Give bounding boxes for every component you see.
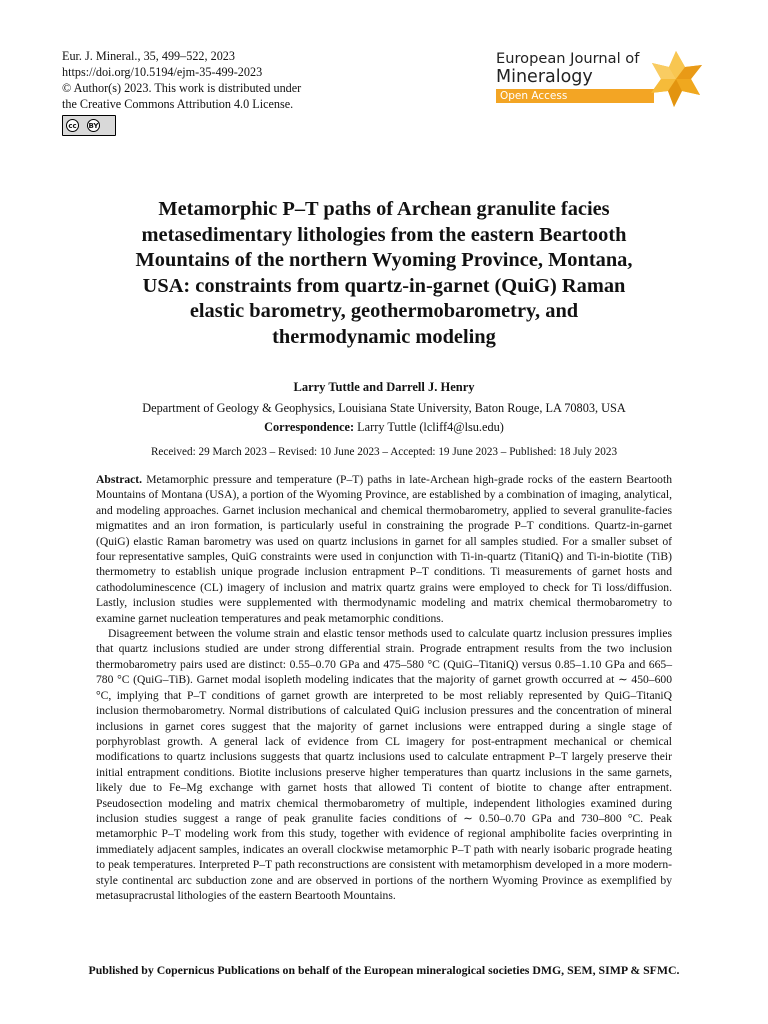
open-access-bar: Open Access xyxy=(496,89,654,103)
attribution-icon: BY xyxy=(87,119,100,132)
title-line: Mountains of the northern Wyoming Province, Montana, xyxy=(135,249,633,272)
correspondence-contact[interactable]: Larry Tuttle (lcliff4@lsu.edu) xyxy=(357,420,504,434)
abstract-paragraph: Disagreement between the volume strain and elastic tensor methods used to calculate quartz inclusion pressures implies that quartz inclusions studied are under strong differential strain. Prograde entrapment results from the two inclusion thermobarometry pairs used are distinct: 0.55–0.70 GPa and 475–580 °C (QuiG–TitaniQ) versus 0.85–1.10 GPa and 665–780 °C (QuiG–TiB). Garnet modal isopleth modeling indicates that the majority of garnet growth occurred at ∼ 450–600 °C, implying that P–T conditions of garnet growth are interpreted to be most reliably represented by QuiG–TitaniQ inclusion thermobarometry. Normal distributions of calculated QuiG inclusion pressures and the concentration of mineral inclusions in garnet cores suggest that the majority of garnet inclusions were entrapped during a single stage of porphyroblast growth. A general lack of evidence from CL imagery for post-entrapment mechanical or chemical modifications to quartz inclusions suggests that quartz inclusions used to calculate entrapment P–T largely preserve their initial entrapment conditions. Biotite inclusions preserve higher temperatures than quartz inclusions in the same garnets, likely due to Fe–Mg exchange with garnet hosts that allowed Ti content of biotite to change after entrapment. Pseudosection modeling and matrix chemical thermobarometry of multiple, independent lithologies examined during inclusion studies suggest a range of peak granulite facies conditions of ∼ 0.50–0.70 GPa and 730–800 °C. Peak metamorphic P–T modeling work from this study, together with evidence of regional amphibolite facies overprinting in immediately adjacent samples, indicates an overall clockwise metamorphic P–T path with nearly isobaric prograde heating to peak temperatures. Interpreted P–T path reconstructions are consistent with metamorphism developed in a more modern-style continental arc subduction zone and are observed in portions of the northern Wyoming Province as exemplified by metasupracrustal lithologies of the eastern Beartooth Mountains. xyxy=(96,627,672,902)
creative-commons-icon: cc xyxy=(66,119,79,132)
license-line: the Creative Commons Attribution 4.0 License. xyxy=(62,97,294,111)
abstract-paragraph xyxy=(96,472,672,626)
abstract xyxy=(96,472,672,903)
journal-citation: Eur. J. Mineral., 35, 499–522, 2023 xyxy=(62,49,235,63)
title-line: metasedimentary lithologies from the eastern Beartooth xyxy=(141,223,627,246)
publication-dates: Received: 29 March 2023 – Revised: 10 June 2023 – Accepted: 19 June 2023 – Published: 18 July 2023 xyxy=(150,446,618,458)
journal-name-line2: Mineralogy xyxy=(496,67,593,87)
abstract-label: Abstract. xyxy=(96,473,143,486)
copyright-line: © Author(s) 2023. This work is distributed under xyxy=(62,81,302,95)
author-list: Larry Tuttle and Darrell J. Henry xyxy=(293,380,475,394)
correspondence xyxy=(0,420,768,435)
title-line: Metamorphic P–T paths of Archean granulite facies xyxy=(158,198,610,220)
citation-block xyxy=(62,48,382,136)
mineral-crystal-logo-icon xyxy=(632,48,710,110)
correspondence-label: Correspondence: xyxy=(264,420,355,434)
publisher-footer: Published by Copernicus Publications on behalf of the European mineralogical societies DMG, SEM, SIMP & SFMC. xyxy=(88,963,680,977)
title-line: thermodynamic modeling xyxy=(272,325,496,348)
journal-name-line1: European Journal of xyxy=(496,50,640,67)
cc-by-license-badge[interactable] xyxy=(62,115,116,136)
title-line: elastic barometry, geothermobarometry, and xyxy=(189,300,579,323)
doi-link[interactable]: https://doi.org/10.5194/ejm-35-499-2023 xyxy=(62,65,263,79)
abstract-text: Metamorphic pressure and temperature (P–T) paths in late-Archean high-grade rocks of the eastern Beartooth Mountains of Montana (USA), a portion of the Wyoming Province, are established by a combination of imaging, analytical, and modeling approaches. Garnet inclusion mechanical and chemical thermobarometry, applied to several granulite-facies migmatites and an iron formation, is particularly useful in constraining the prograde P–T conditions. Quartz-in-garnet (QuiG) elastic Raman barometry was used on quartz inclusions in garnet for all samples studied. For a smaller subset of four representative samples, QuiG constraints were used in conjunction with Ti-in-quartz (TitaniQ) and Ti-in-biotite (TiB) thermometry to establish unique prograde inclusion entrapment P–T conditions. Ti measurements of garnet hosts and cathodoluminescence (CL) imagery of inclusion and matrix quartz grains were employed to check for Ti loss/diffusion. Lastly, inclusion studies were supplemented with thermodynamic modeling and matrix chemical thermobarometry to examine garnet nucleation temperatures and peak metamorphic conditions. xyxy=(96,473,673,625)
affiliation: Department of Geology & Geophysics, Louisiana State University, Baton Rouge, LA 70803, USA xyxy=(142,401,626,415)
paper-title xyxy=(80,197,688,351)
title-line: USA: constraints from quartz-in-garnet (QuiG) Raman xyxy=(142,274,626,297)
